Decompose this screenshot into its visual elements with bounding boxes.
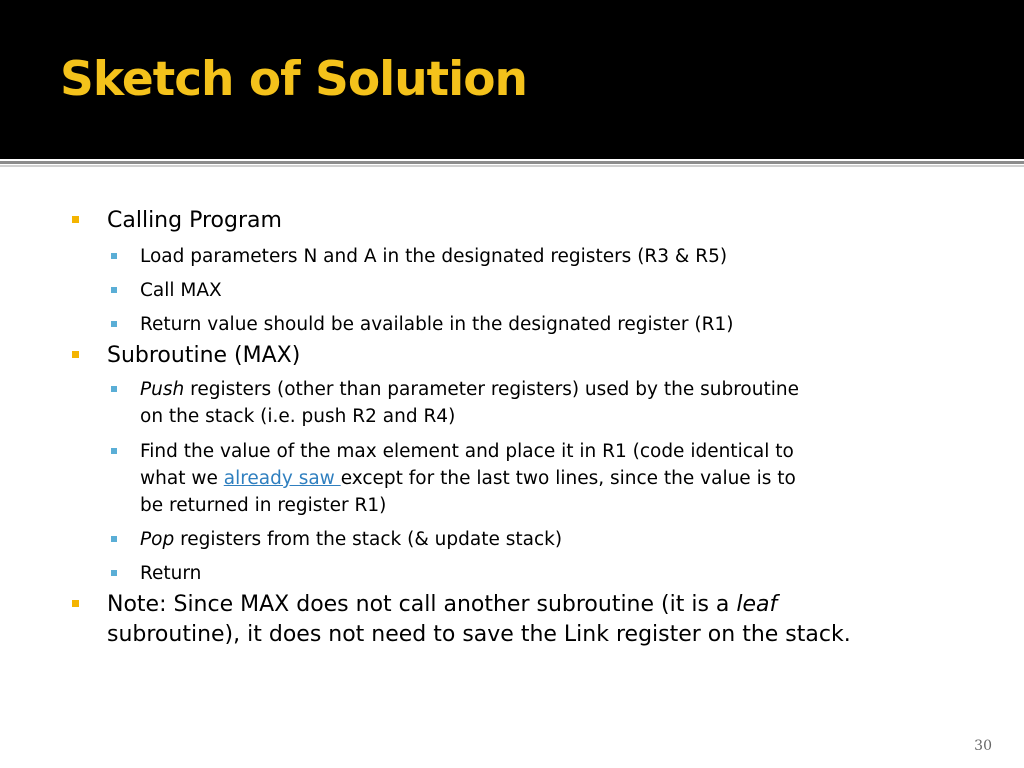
square-bullet-icon: [72, 216, 79, 223]
page-number: 30: [974, 738, 992, 754]
sub-bullet-find-line3: be returned in register R1): [140, 495, 387, 516]
already-saw-link[interactable]: already saw: [223, 468, 341, 489]
sub-bullet-pop: [140, 527, 562, 553]
sub-bullet-push-line1: [140, 377, 799, 403]
sub-bullet-find-line2: [140, 466, 796, 492]
square-bullet-icon: [111, 287, 117, 293]
sub-bullet-load-params: Load parameters N and A in the designated registers (R3 & R5): [140, 246, 728, 267]
pop-text: registers from the stack (& update stack): [174, 529, 563, 550]
leaf-emphasis: leaf: [736, 592, 778, 617]
sub-bullet-push-line2: on the stack (i.e. push R2 and R4): [140, 406, 456, 427]
sub-bullet-return-value: Return value should be available in the designated register (R1): [140, 314, 734, 335]
find-text-after: except for the last two lines, since the value is to: [340, 468, 796, 489]
bullet-subroutine: Subroutine (MAX): [107, 343, 301, 368]
bullet-calling-program: Calling Program: [107, 208, 282, 233]
push-emphasis: Push: [140, 379, 185, 400]
bullet-note-line1: [107, 590, 777, 619]
sub-bullet-return: Return: [140, 563, 202, 584]
square-bullet-icon: [111, 253, 117, 259]
square-bullet-icon: [72, 600, 79, 607]
square-bullet-icon: [111, 536, 117, 542]
push-text: registers (other than parameter registers) used by the subroutine: [184, 379, 799, 400]
square-bullet-icon: [111, 448, 117, 454]
find-text-before: what we: [140, 468, 224, 489]
pop-emphasis: Pop: [140, 529, 175, 550]
note-text: Note: Since MAX does not call another subroutine (it is a: [107, 592, 737, 617]
slide-title: Sketch of Solution: [60, 52, 528, 107]
square-bullet-icon: [72, 351, 79, 358]
square-bullet-icon: [111, 386, 117, 392]
sub-bullet-call-max: Call MAX: [140, 280, 222, 301]
square-bullet-icon: [111, 321, 117, 327]
sub-bullet-find-line1: Find the value of the max element and place it in R1 (code identical to: [140, 441, 794, 462]
square-bullet-icon: [111, 570, 117, 576]
bullet-note-line2: subroutine), it does not need to save the Link register on the stack.: [107, 622, 851, 647]
